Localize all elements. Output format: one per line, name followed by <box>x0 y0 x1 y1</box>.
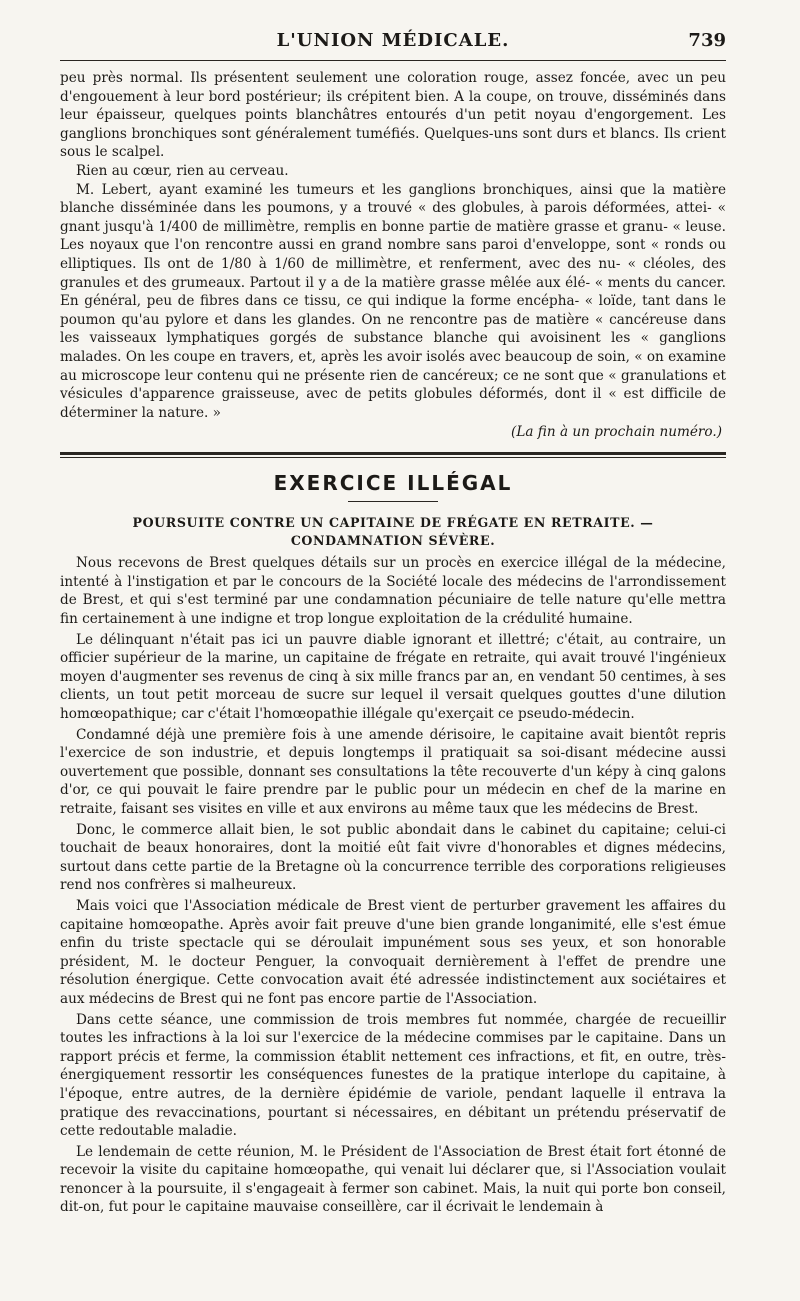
paragraph: Le lendemain de cette réunion, M. le Président de l'Association de Brest était fort étonné de recevoir la visite du capitaine homœopathe, qui venait lui déclarer que, si l'Association voulait renoncer à la poursuite, il s'engageait à fermer son cabinet. Mais, la nuit qui porte bon conseil, dit-on, fut pour le capitaine mauvaise conseillère, car il écrivait le lendemain à <box>60 1143 726 1216</box>
page-number: 739 <box>688 30 726 51</box>
paragraph: peu près normal. Ils présentent seulement une coloration rouge, assez foncée, avec un peu d'engouement à leur bord postérieur; ils crépitent bien. A la coupe, on trouve, disséminés dans leur épaisseur, quelques points blanchâtres entourés d'un petit noyau d'engorgement. Les ganglions bronchiques sont généralement tuméfiés. Quelques-uns sont durs et blancs. Ils crient sous le scalpel. <box>60 70 726 161</box>
section-divider <box>60 452 726 458</box>
title-underline <box>348 501 438 502</box>
running-header <box>60 26 726 61</box>
running-title: L'UNION MÉDICALE. <box>276 30 510 51</box>
paragraph: Nous recevons de Brest quelques détails sur un procès en exercice illégal de la médecine, intenté à l'instigation et par le concours de la Société locale des médecins de l'arrondissement de Brest, et qui s'est terminé par une condamnation pécuniaire de telle nature qu'elle mettra fin certainement à une indigne et trop longue exploitation de la crédulité humaine. <box>60 555 726 628</box>
paragraph: Dans cette séance, une commission de trois membres fut nommée, chargée de recueillir toutes les infractions à la loi sur l'exercice de la médecine commises par le capitaine. Dans un rapport précis et ferme, la commission établit nettement ces infractions, et fit, en outre, très-énergiquement ressortir les conséquences funestes de la pratique interlope du capitaine, à l'époque, entre autres, de la dernière épidémie de variole, pendant laquelle il entrava la pratique des revaccinations, pourtant si nécessaires, en débitant un prétendu préservatif de cette redoutable maladie. <box>60 1011 726 1140</box>
article-continuation <box>60 69 726 440</box>
paragraph: Mais voici que l'Association médicale de Brest vient de perturber gravement les affaires du capitaine homœopathe. Après avoir fait preuve d'une bien grande longanimité, elle s'est émue enfin du triste spectacle qui se déroulait impunément sous ses yeux, et son honorable président, M. le docteur Penguer, la convoquait dernièrement à l'effet de prendre une résolution énergique. Cette convocation avait été adressée indistinctement aux sociétaires et aux médecins de Brest qui ne font pas encore partie de l'Association. <box>60 897 726 1007</box>
paragraph: Rien au cœur, rien au cerveau. <box>76 162 289 179</box>
section-title: EXERCICE ILLÉGAL <box>273 471 513 496</box>
continuation-note: (La fin à un prochain numéro.) <box>511 424 722 441</box>
article-subtitle: POURSUITE CONTRE UN CAPITAINE DE FRÉGATE EN RETRAITE. — CONDAMNATION SÉVÈRE. <box>132 515 654 549</box>
paragraph: M. Lebert, ayant examiné les tumeurs et les ganglions bronchiques, ainsi que la matière blanche disséminée dans les poumons, y a trouvé « des globules, à parois déformées, attei- « gnant jusqu'à 1/400 de millimètre, remplis en bonne partie de matière grasse et granu- « leuse. Les noyaux que l'on rencontre aussi en grand nombre sans paroi d'enveloppe, sont « ronds ou elliptiques. Ils ont de 1/80 à 1/60 de millimètre, et renferment, avec des nu- « cléoles, des granules et des grumeaux. Partout il y a de la matière grasse mêlée aux élé- « ments du cancer. En général, peu de fibres dans ce tissu, ce qui indique la forme encépha- « loïde, tant dans le poumon qu'au pylore et dans les glandes. On ne rencontre pas de matière « cancéreuse dans les vaisseaux lymphatiques gorgés de substance blanche qui avoisinent les « ganglions malades. On les coupe en travers, et, après les avoir isolés avec beaucoup de soin, « on examine au microscope leur contenu qui ne présente rien de cancéreux; ce ne sont que « granulations et vésicules d'apparence graisseuse, avec de petits globules déformés, dont il « est difficile de déterminer la nature. » <box>60 181 726 421</box>
paragraph: Condamné déjà une première fois à une amende dérisoire, le capitaine avait bientôt repris l'exercice de son industrie, et depuis longtemps il pratiquait sa soi-disant médecine aussi ouvertement que possible, donnant ses consultations la tête recouverte d'un képy à cinq galons d'or, ce qui pouvait le faire prendre par le public pour un médecin en chef de la marine en retraite, faisant ses visites en ville et aux environs au même taux que les médecins de Brest. <box>60 726 726 817</box>
paragraph: Le délinquant n'était pas ici un pauvre diable ignorant et illettré; c'était, au contraire, un officier supérieur de la marine, un capitaine de frégate en retraite, qui avait trouvé l'ingénieux moyen d'augmenter ses revenus de cinq à six mille francs par an, en vendant 50 centimes, à ses clients, un tout petit morceau de sucre sur lequel il versait quelques gouttes d'une dilution homœopathique; car c'était l'homœopathie illégale qu'exerçait ce pseudo-médecin. <box>60 631 726 723</box>
article-body <box>60 554 726 1217</box>
paragraph: Donc, le commerce allait bien, le sot public abondait dans le cabinet du capitaine; celui-ci touchait de beaux honoraires, dont la moitié eût fait vivre d'honorables et dignes médecins, surtout dans cette partie de la Bretagne où la concurrence terrible des corporations religieuses rend nos confrères si malheureux. <box>60 821 726 894</box>
